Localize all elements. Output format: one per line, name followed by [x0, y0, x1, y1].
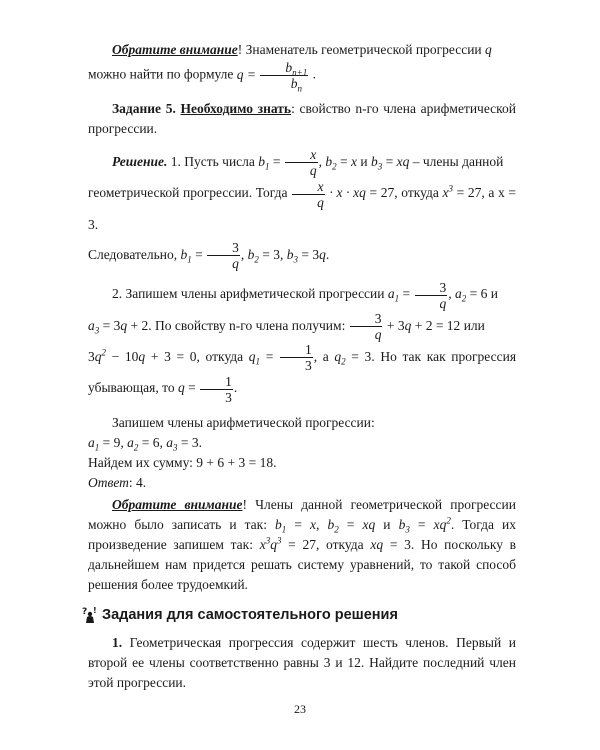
- svg-text:?: ?: [82, 606, 88, 617]
- note1-paragraph: Обратите внимание! Знаменатель геометрической прогрессии q можно найти по формуле q = $\frac{b_{n+1}}{b_n}$ .: [88, 42, 492, 94]
- answer-label: Ответ: [88, 474, 129, 490]
- solution-label: Решение.: [112, 154, 168, 169]
- task5-label: Задание 5.: [112, 101, 176, 116]
- solution-step3: Запишем члены арифметической прогрессии: $a_1 = 9$, $a_2 = 6$, $a_3 = 3$. Найдем их сумму: 9 + 6 + 3 = 18. Ответ: 4.: [88, 414, 375, 490]
- solution-step1: Решение. 1. Пусть числа $b_1$ = $\frac{x}{q}$ , $b_2 = x$ и $b_3$ = xq – члены данной геометрической прогрессии. Тогда $\frac{x}{q}$ · x · xq = 27, откуда $x^3 = 27$, а x = 3. Следовательно, $b_1$ = $\frac{3}{q}$ , $b_2 = 3$, $b_3 = 3q$.: [88, 147, 517, 272]
- task5-paragraph: Задание 5. Необходимо знать: свойство n-го члена арифметической прогрессии.: [88, 101, 517, 136]
- section-title: Задания для самостоятельного решения: [102, 606, 398, 623]
- page-content: [82, 40, 517, 693]
- question-person-icon: [82, 606, 98, 624]
- task5-need: Необходимо знать: [180, 101, 292, 116]
- note1-label: Обратите внимание: [112, 42, 238, 57]
- solution-step2: 2. Запишем члены арифметической прогрессии $a_1$ = $\frac{3}{q}$ , $a_2 = 6$ и $a_3 = 3q + 2$. По свойству n-го члена получим: $\frac{3}{q}$ + 3q + 2 = 12 или $3q^2 - 10q + 3 = 0$, откуда $q_1$ = $\frac{1}{3}$ , а $q_2 = 3$. Но так как прогрессия убывающая, то q = $\frac{1}{3}$ .: [88, 279, 517, 405]
- exercise1-number: 1.: [112, 634, 123, 650]
- section-header: [82, 605, 516, 625]
- note2-paragraph: Обратите внимание! Члены данной геометрической прогрессии можно было записать и так: $b_1 = x$, $b_2$ = xq и $b_3 = xq^2$. Тогда их произведение запишем так: $x^3q^3 = 27$, откуда xq = 3. Но поскольку в дальнейшем нам придется решать систему уравнений, то такой способ решения более трудоемкий.: [88, 496, 517, 592]
- exercise1-paragraph: 1. Геометрическая прогрессия содержит шесть членов. Первый и второй ее члены соответственно равны 3 и 12. Найдите последний член этой прогрессии.: [88, 634, 516, 690]
- arith-members: $a_1 = 9$, $a_2 = 6$, $a_3 = 3$: [88, 434, 199, 453]
- answer-value: : 4.: [128, 474, 147, 490]
- note2-label: Обратите внимание: [112, 496, 243, 512]
- svg-text:!: !: [93, 605, 97, 615]
- ratio-formula: q = $\frac{b_{n+1}}{b_n}$: [236, 60, 308, 94]
- page-number: 23: [294, 702, 306, 716]
